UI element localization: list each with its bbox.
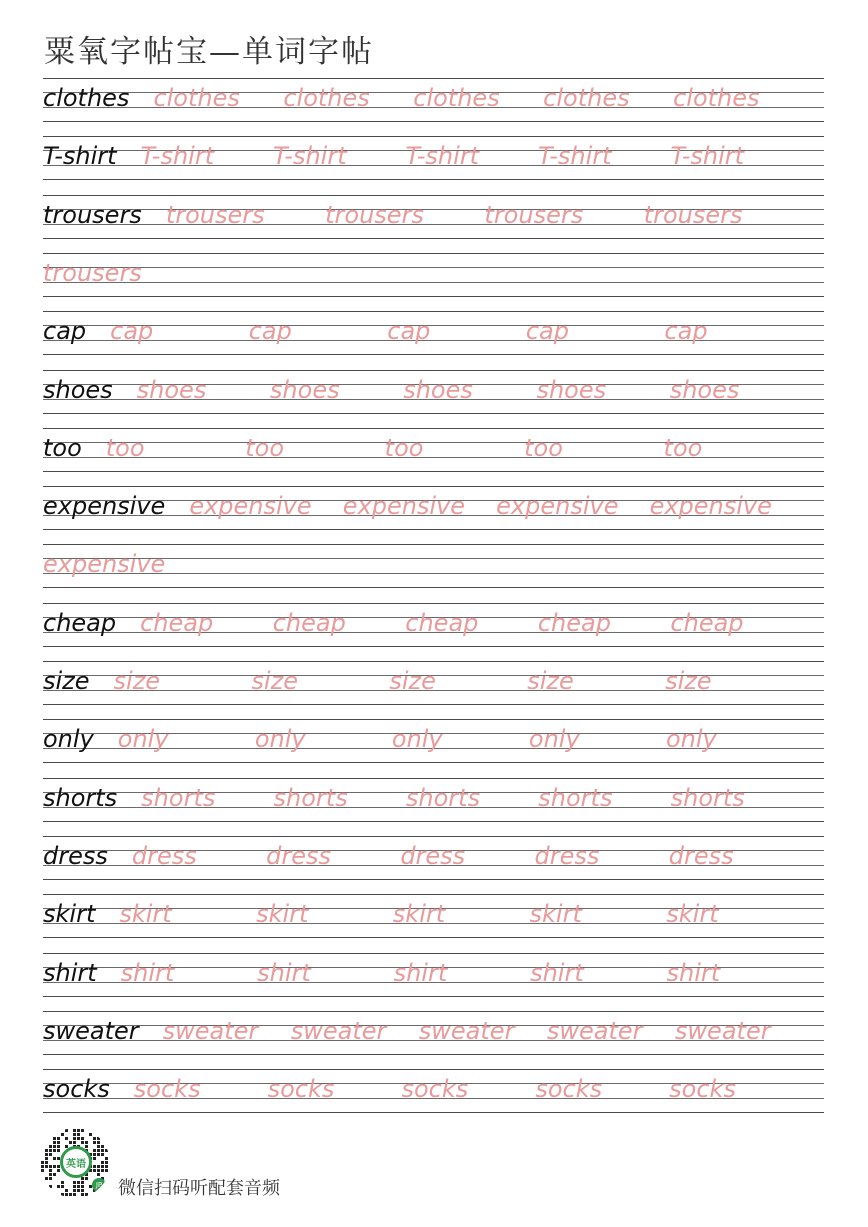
guide-line [43, 78, 824, 79]
guide-line [43, 879, 824, 880]
trace-word: expensive [189, 492, 312, 521]
qr-logo [60, 1146, 92, 1178]
trace-word: dress [534, 841, 600, 870]
trace-word: cheap [272, 608, 346, 637]
writing-row [43, 1011, 824, 1055]
trace-word: expensive [342, 492, 466, 521]
trace-word: shoes [536, 375, 607, 404]
trace-word: cheap [537, 608, 611, 637]
trace-word: skirt [392, 900, 446, 929]
trace-word: cap [387, 317, 431, 346]
trace-word: only [254, 725, 306, 754]
writing-row [43, 778, 824, 822]
writing-row [43, 428, 824, 472]
vocab-word: T-shirt [43, 142, 117, 171]
guide-line [43, 195, 824, 196]
guide-line [43, 457, 824, 458]
trace-word: clothes [543, 84, 630, 112]
guide-line [43, 486, 824, 487]
guide-line [43, 762, 824, 763]
guide-line [43, 121, 824, 122]
trace-word: too [524, 433, 563, 462]
writing-row [43, 719, 824, 763]
trace-word: socks [669, 1075, 736, 1104]
vocab-word: shoes [43, 375, 113, 404]
trace-word: cap [525, 317, 569, 346]
guide-line [43, 282, 824, 283]
guide-line [43, 953, 824, 954]
trace-word: sweater [418, 1016, 515, 1045]
trace-word: T-shirt [405, 142, 480, 171]
trace-word: T-shirt [140, 142, 215, 171]
guide-line [43, 821, 824, 822]
vocab-word: too [43, 433, 82, 462]
guide-line [43, 1069, 824, 1070]
guide-line [43, 1112, 824, 1113]
trace-word: shorts [538, 783, 613, 812]
guide-line [43, 311, 824, 312]
vocab-word: shorts [43, 783, 118, 812]
vocab-word: socks [43, 1075, 110, 1104]
trace-word: sweater [162, 1016, 259, 1045]
writing-row [43, 603, 824, 647]
guide-line [43, 413, 824, 414]
trace-word: too [245, 433, 284, 462]
trace-word: shirt [530, 958, 584, 987]
writing-row [43, 953, 824, 997]
guide-line [43, 937, 824, 938]
guide-line [43, 296, 824, 297]
trace-word: cheap [140, 608, 214, 637]
guide-line [43, 1011, 824, 1012]
trace-word: trousers [643, 200, 743, 229]
guide-line [43, 428, 824, 429]
writing-row [43, 78, 824, 122]
trace-word: socks [401, 1075, 469, 1104]
trace-word: dress [400, 841, 466, 870]
trace-word: clothes [413, 84, 500, 112]
trace-word: T-shirt [538, 142, 612, 171]
vocab-word: expensive [43, 492, 166, 521]
guide-line [43, 529, 824, 530]
writing-row [43, 486, 824, 530]
writing-row [43, 1069, 824, 1113]
guide-line [43, 442, 824, 443]
trace-word: cap [248, 317, 292, 346]
vocab-word: trousers [43, 200, 142, 229]
vocab-word: sweater [43, 1016, 139, 1045]
vocab-word: only [43, 725, 94, 754]
writing-row [43, 253, 824, 297]
trace-word: trousers [484, 200, 584, 229]
trace-word: size [527, 667, 574, 695]
writing-row [43, 311, 824, 355]
guide-line [43, 1054, 824, 1055]
writing-row [43, 136, 824, 180]
trace-word: shorts [273, 783, 348, 812]
guide-line [43, 544, 824, 545]
trace-word: expensive [43, 550, 166, 579]
trace-word: cheap [670, 608, 744, 637]
guide-line [43, 646, 824, 647]
trace-word: skirt [666, 900, 719, 929]
trace-word: shirt [393, 958, 448, 987]
trace-word: dress [131, 841, 197, 870]
trace-word: shorts [141, 783, 216, 812]
trace-word: skirt [529, 900, 582, 929]
trace-word: trousers [325, 200, 424, 229]
trace-word: socks [267, 1075, 335, 1104]
guide-line [43, 996, 824, 997]
guide-line [43, 267, 824, 268]
trace-word: T-shirt [670, 142, 745, 171]
trace-word: sweater [290, 1016, 387, 1045]
guide-line [43, 136, 824, 137]
trace-word: cheap [405, 608, 479, 637]
trace-word: too [105, 433, 145, 462]
trace-word: expensive [496, 492, 619, 521]
trace-word: cap [110, 317, 154, 346]
trace-word: only [391, 725, 443, 754]
trace-word: dress [668, 841, 734, 870]
vocab-word: size [43, 667, 90, 695]
trace-word: trousers [43, 258, 142, 287]
trace-word: clothes [153, 84, 240, 112]
guide-line [43, 603, 824, 604]
guide-line [43, 471, 824, 472]
writing-row [43, 195, 824, 239]
guide-line [43, 704, 824, 705]
writing-row [43, 544, 824, 588]
trace-word: shorts [405, 783, 481, 812]
writing-row [43, 370, 824, 414]
trace-word: shoes [269, 375, 340, 404]
trace-word: expensive [649, 492, 772, 521]
trace-word: dress [266, 841, 331, 870]
trace-word: size [665, 667, 712, 695]
trace-word: sweater [546, 1016, 643, 1045]
trace-word: only [665, 725, 717, 754]
guide-line [43, 778, 824, 779]
trace-word: T-shirt [273, 142, 347, 171]
vocab-word: cap [43, 317, 87, 346]
vocab-word: dress [43, 841, 108, 870]
guide-line [43, 894, 824, 895]
trace-word: only [528, 725, 580, 754]
guide-line [43, 179, 824, 180]
vocab-word: cheap [43, 608, 117, 637]
trace-word: too [663, 433, 703, 462]
qr-badge-label: JP [95, 1181, 103, 1189]
guide-line [43, 661, 824, 662]
guide-line [43, 836, 824, 837]
trace-word: shirt [120, 958, 175, 987]
guide-line [43, 354, 824, 355]
trace-word: shirt [257, 958, 311, 987]
trace-word: socks [535, 1075, 603, 1104]
vocab-word: skirt [43, 900, 96, 929]
guide-line [43, 253, 824, 254]
vocab-word: shirt [43, 958, 97, 987]
trace-word: only [117, 725, 169, 754]
qr-badge-icon [92, 1178, 106, 1192]
qr-logo-label: 英语 [66, 1158, 86, 1170]
trace-word: shorts [670, 783, 745, 812]
guide-line [43, 238, 824, 239]
writing-row [43, 894, 824, 938]
trace-word: shirt [666, 958, 721, 987]
trace-word: socks [133, 1075, 201, 1104]
trace-word: size [113, 667, 161, 695]
trace-word: clothes [673, 84, 760, 112]
page-title: 粟氧字帖宝—单词字帖 [44, 34, 374, 70]
trace-word: clothes [283, 84, 370, 112]
trace-word: shoes [136, 375, 207, 404]
guide-line [43, 719, 824, 720]
qr-code[interactable] [40, 1128, 110, 1198]
trace-word: size [251, 667, 298, 695]
trace-word: cap [664, 317, 708, 346]
footer-caption: 微信扫码听配套音频 [118, 1178, 280, 1199]
trace-word: sweater [674, 1016, 771, 1045]
trace-word: trousers [165, 200, 265, 229]
writing-row [43, 661, 824, 705]
trace-word: too [384, 433, 424, 462]
trace-word: skirt [119, 900, 172, 929]
trace-word: shoes [403, 375, 473, 404]
guide-line [43, 370, 824, 371]
vocab-word: clothes [43, 84, 130, 112]
trace-word: skirt [256, 900, 309, 929]
trace-word: shoes [669, 375, 740, 404]
writing-row [43, 836, 824, 880]
guide-line [43, 587, 824, 588]
trace-word: size [389, 667, 436, 695]
